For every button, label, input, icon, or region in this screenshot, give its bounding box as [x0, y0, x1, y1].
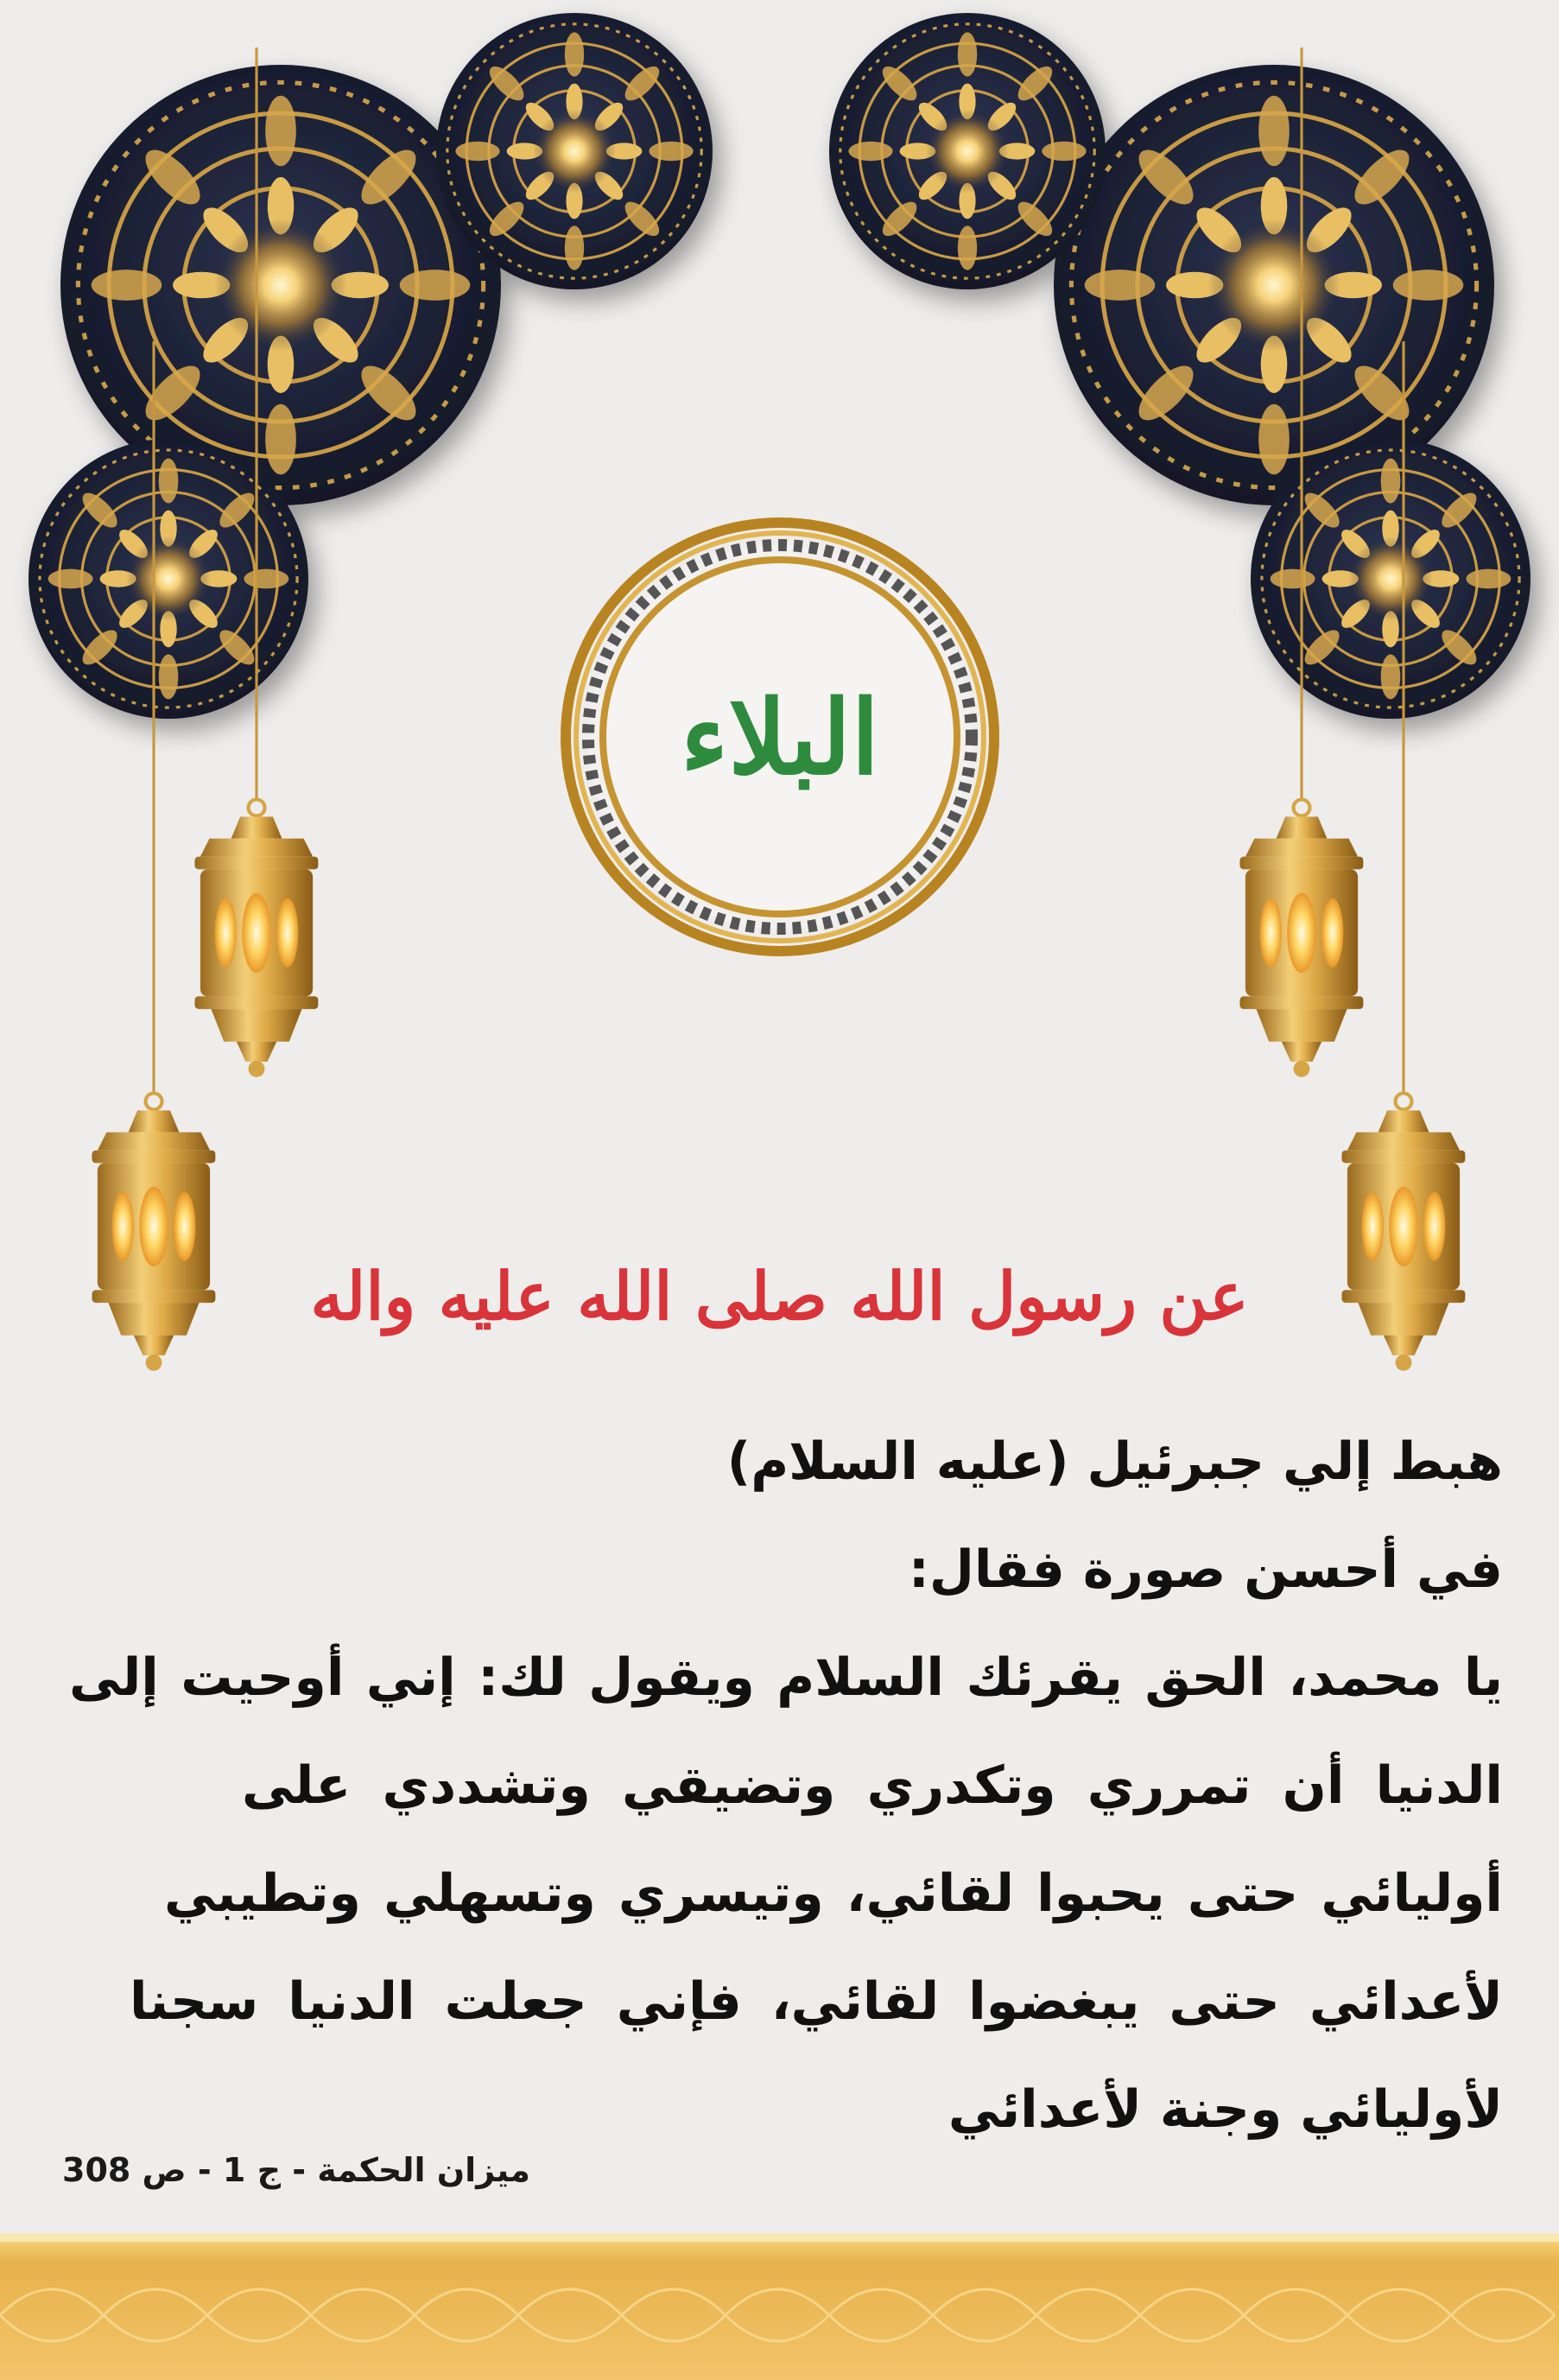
gold-pattern-band: [0, 2233, 1559, 2380]
hadith-line: لأوليائي وجنة لأعدائي: [947, 2079, 1503, 2140]
page-heading: عن رسول الله صلى الله عليه واله: [310, 1257, 1249, 1335]
calligraphy-badge: [568, 525, 992, 949]
hadith-text: [69, 1408, 1503, 2164]
hadith-line: أوليائي حتى يحبوا لقائي، وتيسري وتسهلي وتطيبي: [164, 1863, 1503, 1924]
hadith-line: لأعدائي حتى يبغضوا لقائي، فإني جعلت الدنيا سجنا: [130, 1971, 1503, 2032]
badge-title: البلاء: [680, 676, 880, 797]
hadith-line: هبط إلي جبرئيل (عليه السلام): [726, 1431, 1503, 1492]
hadith-line: في أحسن صورة فقال:: [908, 1539, 1503, 1600]
hadith-line: يا محمد، الحق يقرئك السلام ويقول لك: إني أوحيت إلى: [69, 1647, 1503, 1708]
hadith-line: الدنيا أن تمرري وتكدري وتضيقي وتشددي على: [242, 1755, 1503, 1816]
source-citation: ميزان الحكمة - ج 1 - ص 308: [62, 2151, 530, 2189]
